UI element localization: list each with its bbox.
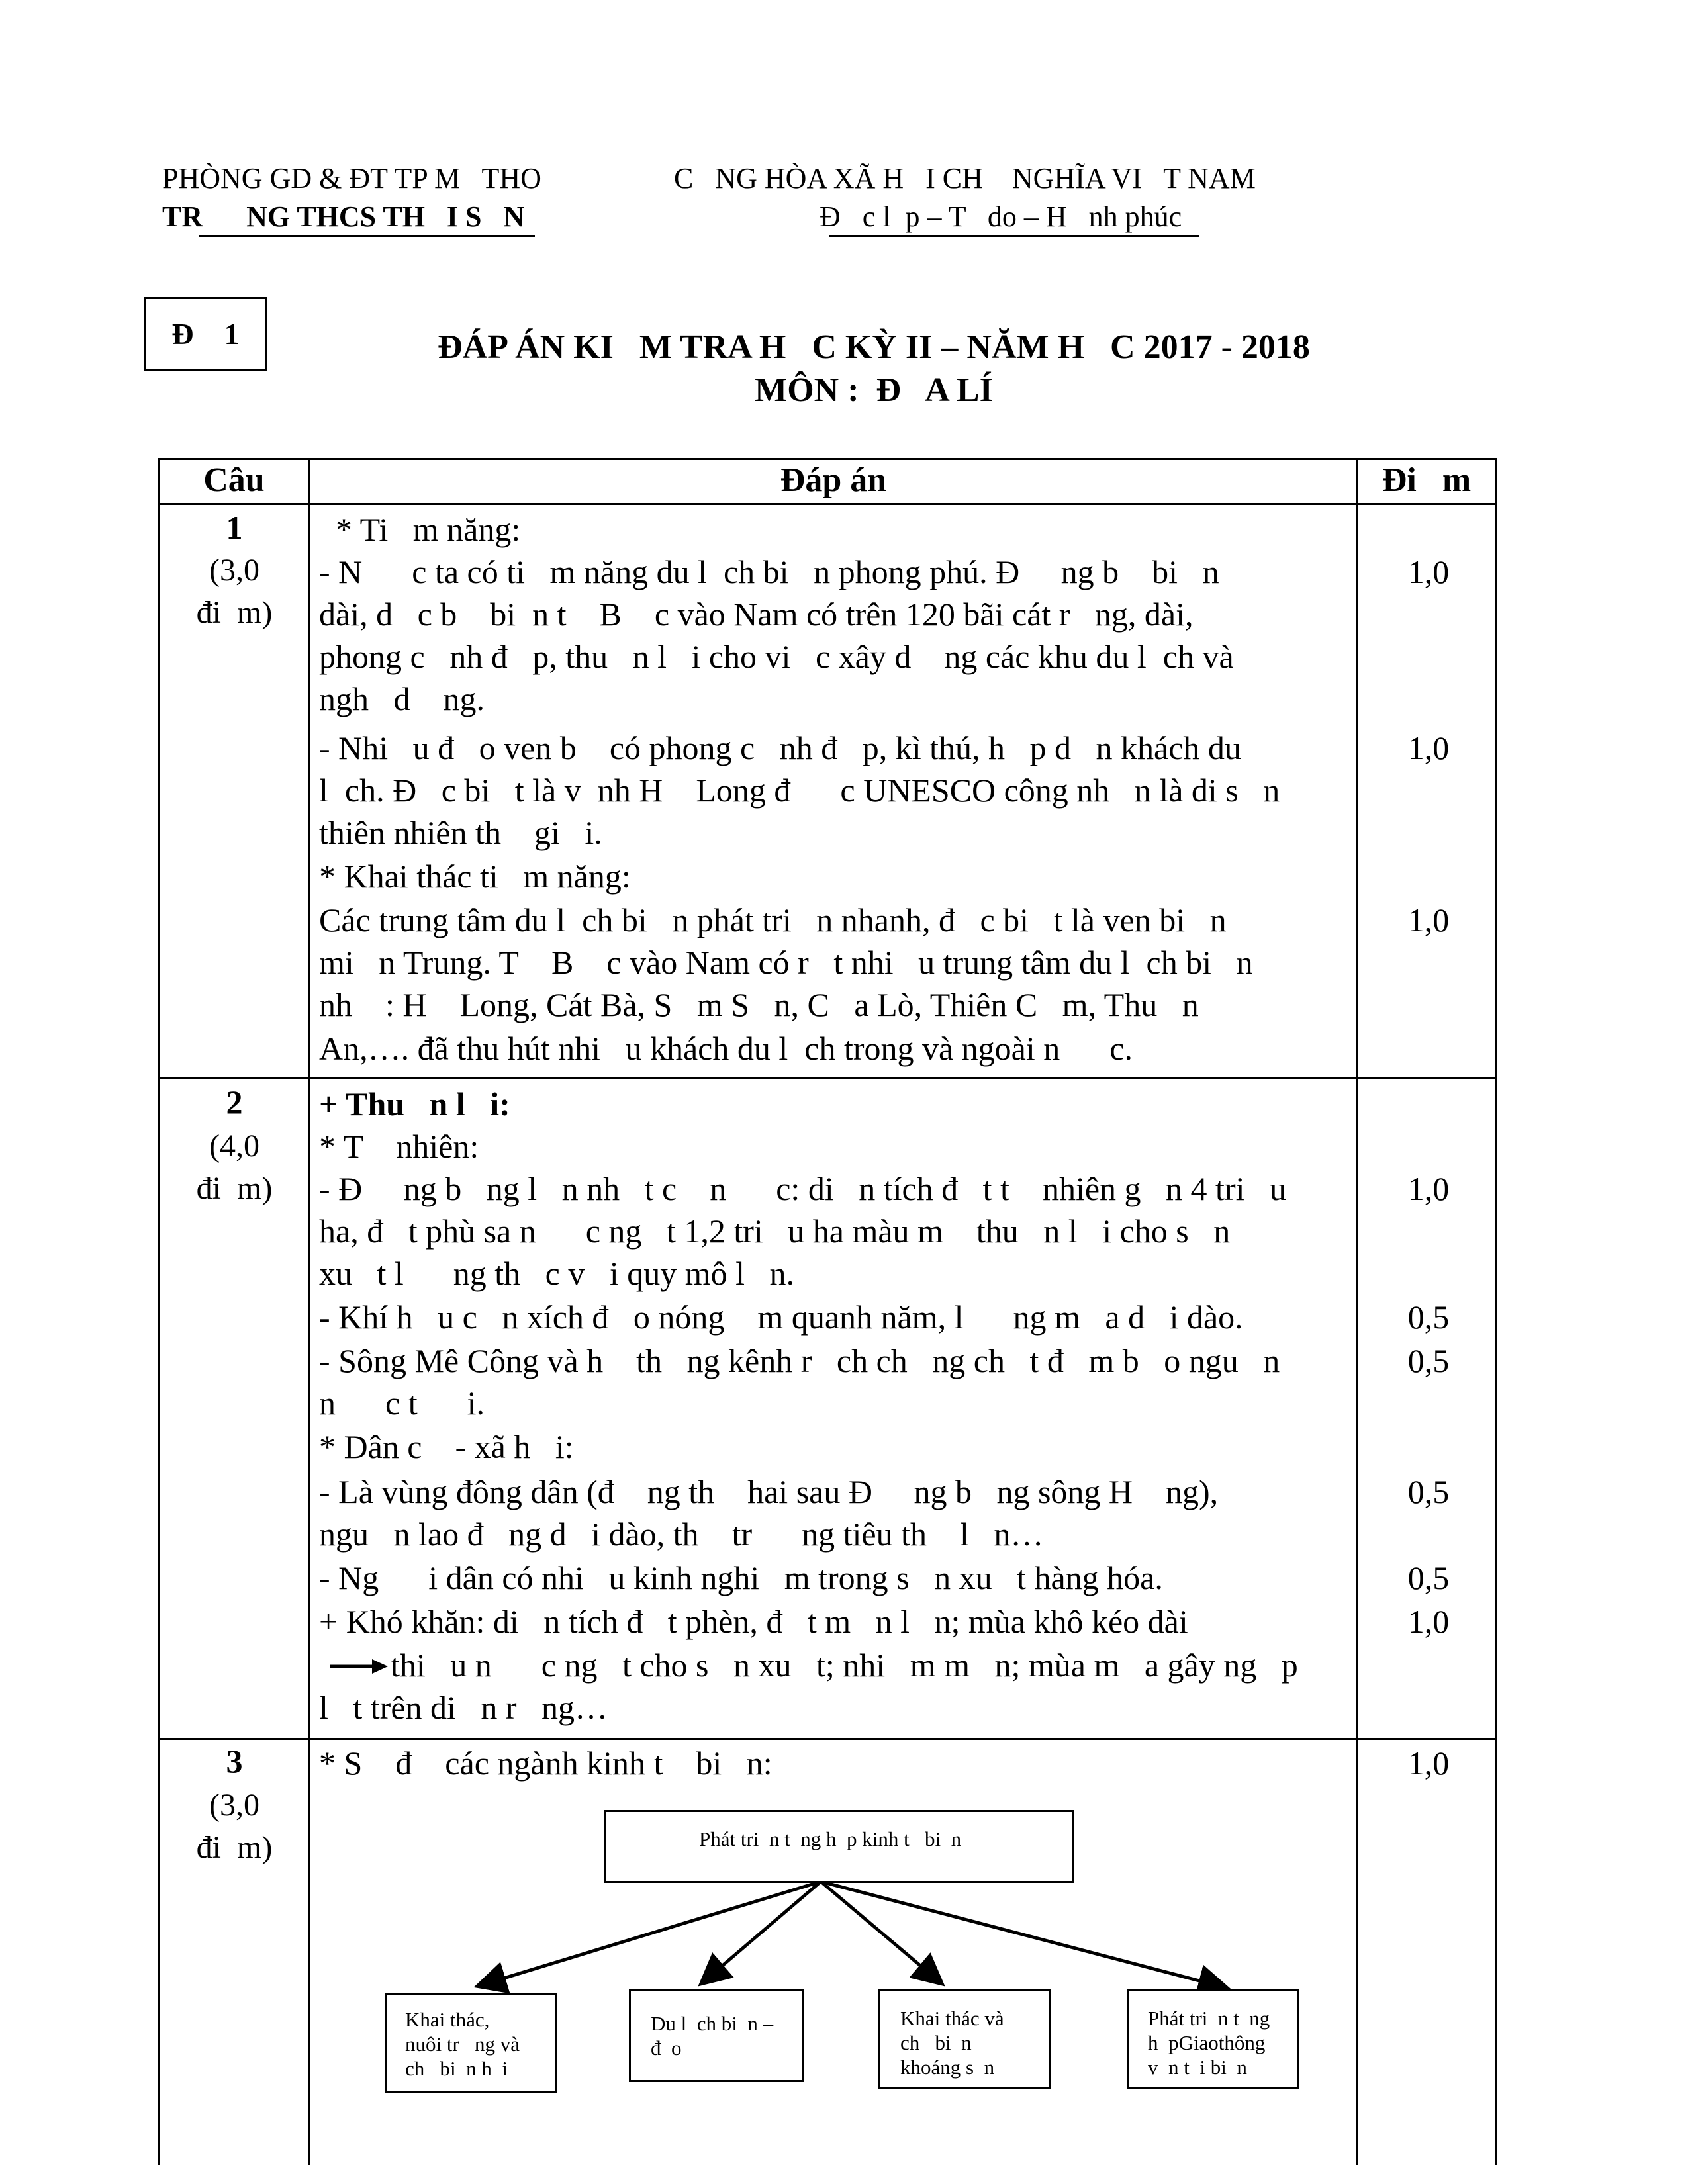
country-name: C NG HÒA XÃ H I CH NGHĨA VI T NAM — [674, 162, 1256, 195]
answer-line: dài, d c b bi n t B c vào Nam có trên 120 bãi cát r ng, dài, — [319, 596, 1194, 633]
answer-line: * Dân c - xã h i: — [319, 1428, 574, 1465]
diagram-child-label: Khai thác và — [900, 2007, 1004, 2030]
answer-line: Các trung tâm du l ch bi n phát tri n nhanh, đ c bi t là ven bi n — [319, 901, 1227, 938]
diagram-arrow — [703, 1882, 821, 1982]
diagram-arrow — [480, 1882, 821, 1985]
score-value: 1,0 — [1407, 729, 1450, 766]
diagram-root-label: Phát tri n t ng h p kinh t bi n — [699, 1827, 962, 1850]
school-name: TR NG THCS TH I S N — [162, 201, 525, 233]
diagram-child-label: Khai thác, — [405, 2008, 490, 2031]
diagram-child-label: ch bi n h i — [405, 2057, 508, 2080]
score-value: 1,0 — [1407, 901, 1450, 938]
answer-line: - Ng i dân có nhi u kinh nghi m trong s n xu t hàng hóa. — [319, 1559, 1163, 1596]
question-number: 2 — [226, 1083, 243, 1120]
question-points: đi m) — [196, 1171, 273, 1206]
question-points: đi m) — [196, 595, 273, 630]
diagram-child-box — [878, 1989, 1051, 2089]
score-value: 0,5 — [1407, 1559, 1450, 1596]
score-value: 1,0 — [1407, 1603, 1450, 1640]
answer-line: - Nhi u đ o ven b có phong c nh đ p, kì thú, h p d n khách du — [319, 729, 1241, 766]
exam-title: ĐÁP ÁN KI M TRA H C KỲ II – NĂM H C 2017 - 2018 — [438, 328, 1310, 366]
answer-line: - Khí h u c n xích đ o nóng m quanh năm, l ng m a d i dào. — [319, 1298, 1243, 1336]
diagram-child-label: nuôi tr ng và — [405, 2032, 520, 2056]
answer-line: * Ti m năng: — [319, 511, 521, 548]
answer-line: * S đ các ngành kinh t bi n: — [319, 1745, 773, 1782]
diagram-child-label: h pGiaothông — [1148, 2031, 1266, 2054]
answer-line: - Là vùng đông dân (đ ng th hai sau Đ ng b ng sông H ng), — [319, 1473, 1219, 1510]
score-value: 0,5 — [1407, 1298, 1450, 1336]
score-value: 1,0 — [1407, 553, 1450, 590]
question-points: (4,0 — [209, 1128, 259, 1163]
answer-line: + Khó khăn: di n tích đ t phèn, đ t m n l n; mùa khô kéo dài — [319, 1603, 1188, 1640]
diagram-child-box — [1127, 1989, 1299, 2089]
answer-line: l t trên di n r ng… — [319, 1689, 608, 1726]
question-number: 1 — [226, 509, 243, 546]
column-header-question: Câu — [203, 461, 265, 499]
answer-line: + Thu n l i: — [319, 1085, 510, 1122]
diagram-child-label: khoáng s n — [900, 2056, 995, 2079]
diagram-child-label: Phát tri n t ng — [1148, 2007, 1270, 2030]
answer-line: ngu n lao đ ng d i dào, th tr ng tiêu th l n… — [319, 1516, 1044, 1553]
answer-line: * Khai thác ti m năng: — [319, 858, 631, 895]
exam-code: Đ 1 — [171, 317, 240, 351]
score-value: 1,0 — [1407, 1170, 1450, 1207]
question-number: 3 — [226, 1743, 243, 1780]
answer-line: l ch. Đ c bi t là v nh H Long đ c UNESCO công nh n là di s n — [319, 772, 1280, 809]
answer-line: thi u n c ng t cho s n xu t; nhi m m n; mùa m a gây ng p — [391, 1647, 1298, 1684]
answer-line: An,…. đã thu hút nhi u khách du l ch trong và ngoài n c. — [319, 1030, 1133, 1067]
answer-line: ha, đ t phù sa n c ng t 1,2 tri u ha màu m thu n l i cho s n — [319, 1212, 1231, 1250]
answer-line: - N c ta có ti m năng du l ch bi n phong phú. Đ ng b bi n — [319, 553, 1219, 590]
diagram-child-label: v n t i bi n — [1148, 2056, 1247, 2079]
question-points: (3,0 — [209, 1788, 259, 1823]
question-points: đi m) — [196, 1830, 273, 1865]
answer-line: phong c nh đ p, thu n l i cho vi c xây d ng các khu du l ch và — [319, 638, 1234, 675]
motto: Đ c l p – T do – H nh phúc — [820, 201, 1182, 233]
answer-line: thiên nhiên th gi i. — [319, 814, 602, 851]
diagram-child-label: Du l ch bi n – — [651, 2012, 774, 2035]
diagram-child-box — [385, 1993, 557, 2093]
answer-line: n c t i. — [319, 1385, 485, 1422]
answer-line: nh : H Long, Cát Bà, S m S n, C a Lò, Thiên C m, Thu n — [319, 986, 1199, 1023]
column-header-score: Đi m — [1382, 461, 1472, 499]
diagram-root-box — [604, 1810, 1074, 1883]
column-header-answer: Đáp án — [780, 461, 887, 499]
diagram-child-box — [629, 1989, 804, 2082]
answer-line: mi n Trung. T B c vào Nam có r t nhi u trung tâm du l ch bi n — [319, 944, 1253, 981]
subject-title: MÔN : Đ A LÍ — [755, 371, 993, 409]
answer-line: ngh d ng. — [319, 680, 485, 717]
score-value: 0,5 — [1407, 1473, 1450, 1510]
diagram-child-label: đ o — [651, 2036, 682, 2060]
answer-line: - Sông Mê Công và h th ng kênh r ch ch ng ch t đ m b o ngu n — [319, 1342, 1280, 1379]
answer-line: xu t l ng th c v i quy mô l n. — [319, 1255, 795, 1292]
score-value: 0,5 — [1407, 1342, 1450, 1379]
department-name: PHÒNG GD & ĐT TP M THO — [162, 162, 541, 195]
answer-line: * T nhiên: — [319, 1128, 479, 1165]
diagram-child-label: ch bi n — [900, 2031, 972, 2054]
question-points: (3,0 — [209, 553, 259, 588]
answer-line: - Đ ng b ng l n nh t c n c: di n tích đ t t nhiên g n 4 tri u — [319, 1170, 1286, 1207]
score-value: 1,0 — [1407, 1745, 1450, 1782]
